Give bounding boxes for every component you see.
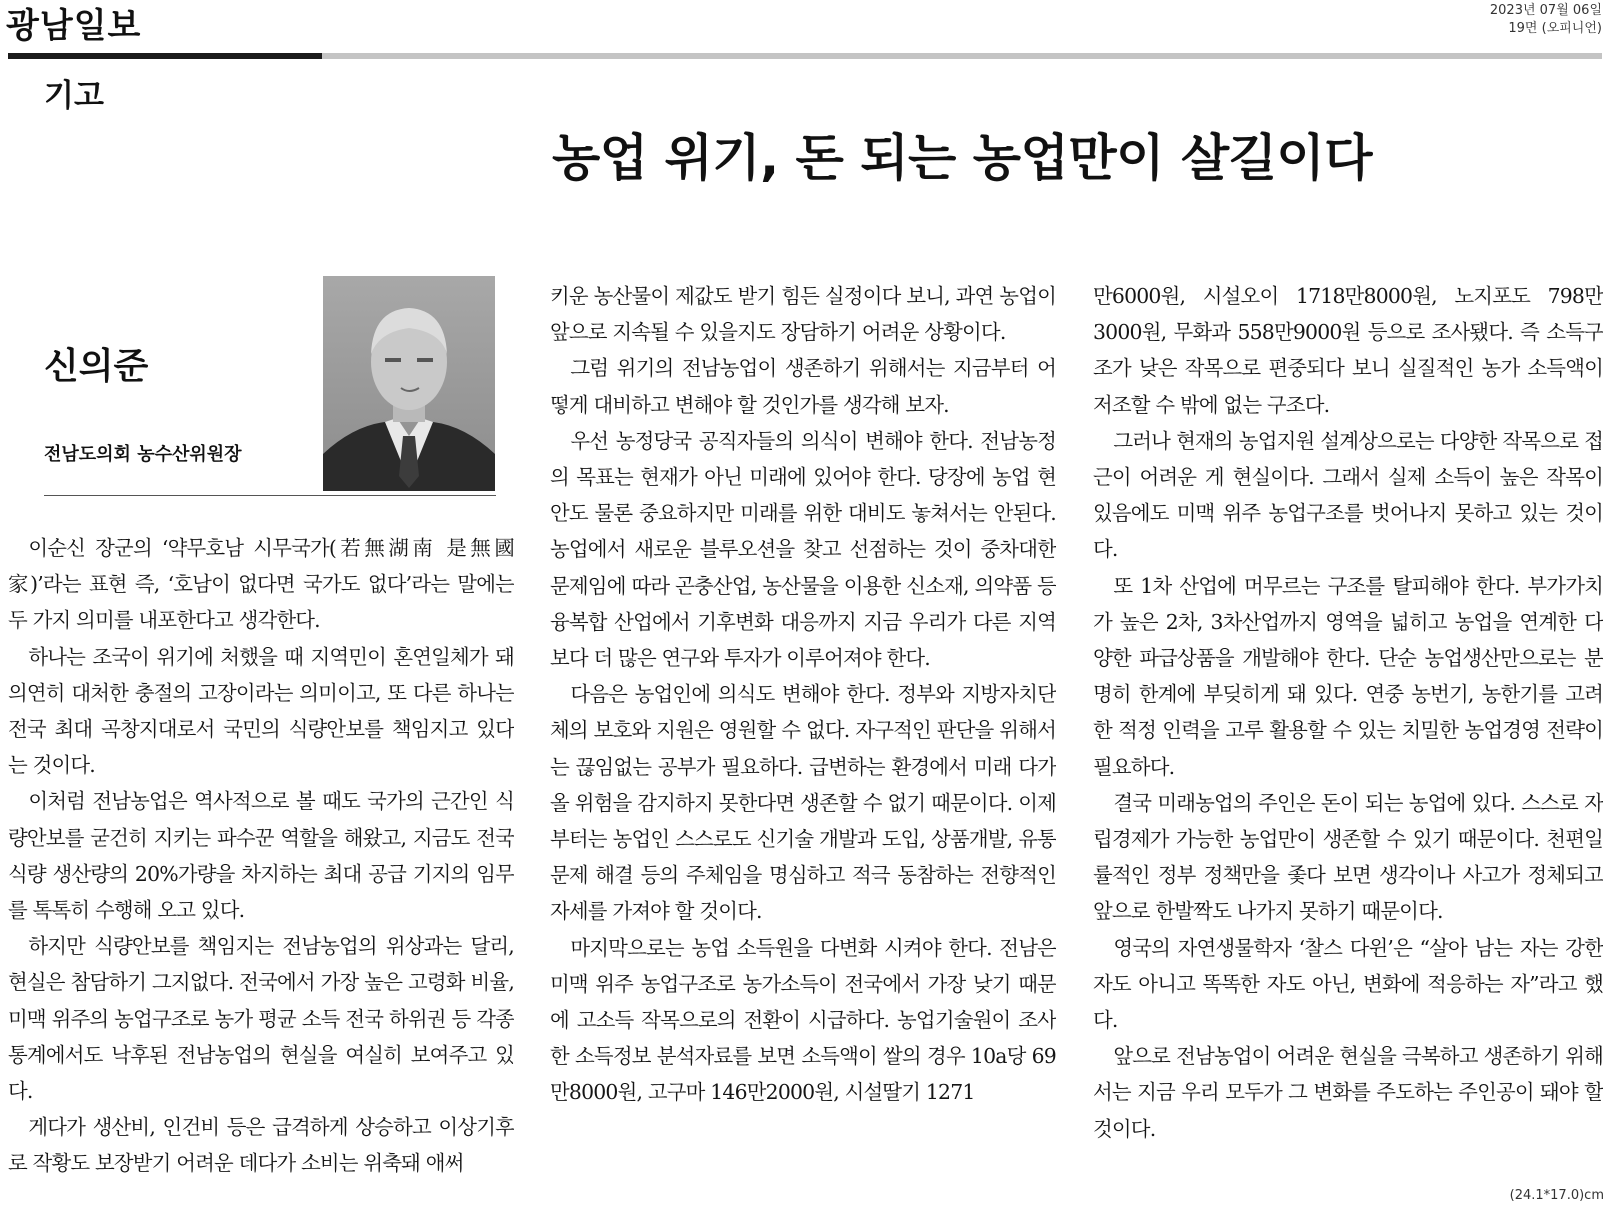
paragraph: 이순신 장군의 ‘약무호남 시무국가(若無湖南 是無國家)’라는 표현 즉, ‘호남이 없다면 국가도 없다’라는 말에는 두 가지 의미를 내포한다고 생각한다. [8, 536, 514, 633]
paragraph: 영국의 자연생물학자 ‘찰스 다윈’은 “살아 남는 자는 강한 자도 아니고 똑똑한 자도 아닌, 변화에 적응하는 자”라고 했다. [1093, 935, 1603, 1033]
article-headline: 농업 위기, 돈 되는 농업만이 살길이다 [552, 129, 1373, 187]
paragraph: 게다가 생산비, 인건비 등은 급격하게 상승하고 이상기후로 작황도 보장받기 어려운 데다가 소비는 위축돼 애써 [8, 1115, 514, 1176]
issue-meta [1490, 2, 1602, 38]
size-note: (24.1*17.0)cm [1509, 1188, 1604, 1203]
masthead-logo: 광남일보 [6, 6, 142, 46]
paragraph: 이처럼 전남농업은 역사적으로 볼 때도 국가의 근간인 식량안보를 굳건히 지키는 파수꾼 역할을 해왔고, 지금도 전국 식량 생산량의 20%가량을 차지하는 최대 공급 기지의 임무를 톡톡히 수행해 오고 있다. [8, 789, 514, 923]
paragraph: 마지막으로는 농업 소득원을 다변화 시켜야 한다. 전남은 미맥 위주 농업구조로 농가소득이 전국에서 가장 낮기 때문에 고소득 작목으로의 전환이 시급하다. 농업기술원이 조사한 소득정보 분석자료를 보면 소득액이 쌀의 경우 10a당 69만8000원, 고구마 146만2000원, 시설딸기 1271 [550, 935, 1056, 1105]
author-name: 신의준 [44, 345, 149, 387]
paragraph: 하지만 식량안보를 책임지는 전남농업의 위상과는 달리, 현실은 참담하기 그지없다. 전국에서 가장 높은 고령화 비율, 미맥 위주의 농업구조로 농가 평균 소득 전국 하위권 등 각종 통계에서도 낙후된 전남농업의 현실을 여실히 보여주고 있다. [8, 934, 514, 1104]
paragraph: 그럼 위기의 전남농업이 생존하기 위해서는 지금부터 어떻게 대비하고 변해야 할 것인가를 생각해 보자. [550, 356, 1056, 417]
section-label: 기고 [44, 78, 104, 114]
paragraph: 하나는 조국이 위기에 처했을 때 지역민이 혼연일체가 돼 의연히 대처한 충절의 고장이라는 의미이고, 또 다른 하나는 전국 최대 곡창지대로서 국민의 식량안보를 책임지고 있다는 것이다. [8, 644, 514, 778]
article-column-2 [550, 278, 1056, 1180]
paragraph-continued: 키운 농산물이 제값도 받기 힘든 실정이다 보니, 과연 농업이 앞으로 지속될 수 있을지도 장담하기 어려운 상황이다. [550, 284, 1056, 345]
author-portrait-image [323, 276, 495, 491]
paragraph: 또 1차 산업에 머무르는 구조를 탈피해야 한다. 부가가치가 높은 2차, 3차산업까지 영역을 넓히고 농업을 연계한 다양한 파급상품을 개발해야 한다. 단순 농업생산만으로는 분명히 한계에 부딪히게 돼 있다. 연중 농번기, 농한기를 고려한 적정 인력을 고루 활용할 수 있는 치밀한 농업경영 전략이 필요하다. [1093, 573, 1603, 779]
article-column-1 [8, 530, 514, 1180]
paragraph: 우선 농정당국 공직자들의 의식이 변해야 한다. 전남농정의 목표는 현재가 아닌 미래에 있어야 한다. 당장에 농업 현안도 물론 중요하지만 미래를 위한 대비도 놓쳐서는 안된다. 농업에서 새로운 블루오션을 찾고 선점하는 것이 중차대한 문제임에 따라 곤충산업, 농산물을 이용한 신소재, 의약품 등 융복합 산업에서 기후변화 대응까지 지금 우리가 다른 지역보다 더 많은 연구와 투자가 이루어져야 한다. [550, 428, 1056, 671]
paragraph: 다음은 농업인에 의식도 변해야 한다. 정부와 지방자치단체의 보호와 지원은 영원할 수 없다. 자구적인 판단을 위해서는 끊임없는 공부가 필요하다. 급변하는 환경에서 미래 다가올 위험을 감지하지 못한다면 생존할 수 없기 때문이다. 이제부터는 농업인 스스로도 신기술 개발과 도입, 상품개발, 유통문제 해결 등의 주체임을 명심하고 적극 동참하는 전향적인 자세를 가져야 할 것이다. [550, 682, 1056, 924]
author-photo [323, 276, 495, 491]
paragraph: 그러나 현재의 농업지원 설계상으로는 다양한 작목으로 접근이 어려운 게 현실이다. 그래서 실제 소득이 높은 작목이 있음에도 미맥 위주 농업구조를 벗어나지 못하고 있는 것이다. [1093, 428, 1603, 562]
header-rule-accent [8, 53, 322, 59]
paragraph-continued: 만6000원, 시설오이 1718만8000원, 노지포도 798만3000원, 무화과 558만9000원 등으로 조사됐다. 즉 소득구조가 낮은 작목으로 편중되다 보니 실질적인 농가 소득액이 저조할 수 밖에 없는 구조다. [1093, 284, 1603, 417]
issue-page: 19면 (오피니언) [1508, 21, 1602, 36]
author-title: 전남도의회 농수산위원장 [44, 444, 242, 465]
paragraph: 결국 미래농업의 주인은 돈이 되는 농업에 있다. 스스로 자립경제가 가능한 농업만이 생존할 수 있기 때문이다. 천편일률적인 정부 정책만을 좇다 보면 생각이나 사고가 정체되고 앞으로 한발짝도 나가지 못하기 때문이다. [1093, 790, 1603, 924]
paragraph: 앞으로 전남농업이 어려운 현실을 극복하고 생존하기 위해서는 지금 우리 모두가 그 변화를 주도하는 주인공이 돼야 할 것이다. [1093, 1044, 1603, 1141]
issue-date: 2023년 07월 06일 [1489, 3, 1602, 18]
byline-rule [44, 495, 496, 496]
article-column-3 [1093, 278, 1603, 1180]
